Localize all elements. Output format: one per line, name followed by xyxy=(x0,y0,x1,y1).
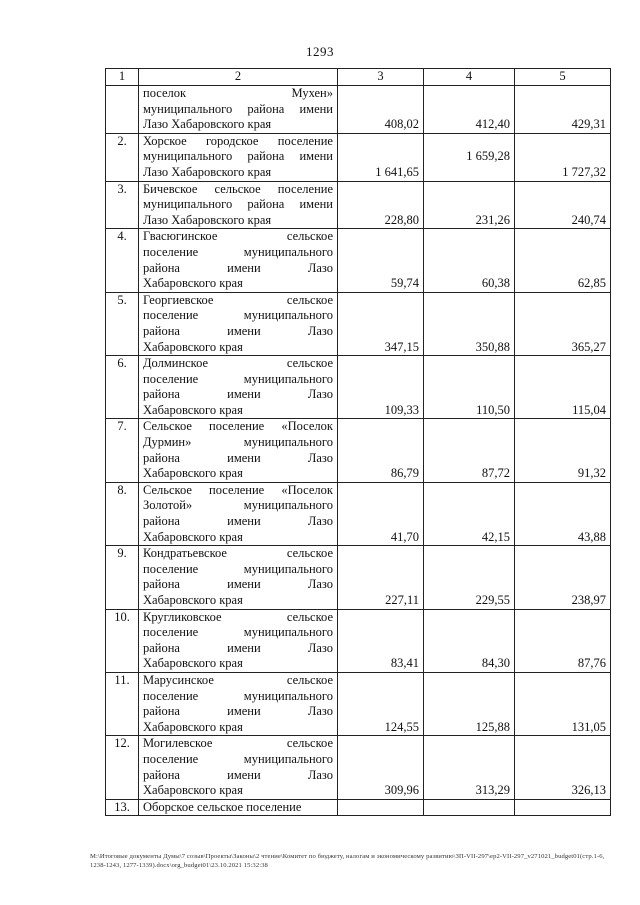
value-v3 xyxy=(338,356,424,419)
value-v3 xyxy=(338,133,424,181)
file-path-footer: M:\Итоговые документы Думы\7 созыв\Проекты\Законы\2 чтение\Комитет по бюджету, налогам и экономическому развитию\ЗП-VII-297\ер2-VII-297_v271021_budget01(стр.1-6, 1238-1243, 1277-1339).docx\org_budget01\23.10.2021 15:32:38 xyxy=(90,853,605,869)
value-line xyxy=(519,546,606,562)
value-line xyxy=(342,293,419,309)
value-line: 412,40 xyxy=(475,117,510,132)
row-number: 10. xyxy=(106,609,139,672)
value-line xyxy=(519,736,606,752)
settlement-name-line: Хабаровского края xyxy=(143,466,243,481)
value-line xyxy=(342,689,419,705)
value-v5 xyxy=(515,86,611,134)
value-line xyxy=(342,752,419,768)
settlement-name-line: Могилевское сельское xyxy=(143,736,333,751)
settlement-name-line: Лазо Хабаровского края xyxy=(143,212,272,227)
value-line: 326,13 xyxy=(571,783,606,798)
value-line xyxy=(428,641,510,657)
row-number xyxy=(106,86,139,134)
settlement-name-line: поселение муниципального xyxy=(143,688,333,703)
value-line xyxy=(428,86,510,102)
value-v5 xyxy=(515,133,611,181)
value-line xyxy=(342,451,419,467)
value-line: 59,74 xyxy=(390,276,419,291)
value-line xyxy=(519,625,606,641)
value-line xyxy=(519,149,606,165)
settlement-name-line: района имени Лазо xyxy=(143,260,333,275)
value-line: 109,33 xyxy=(384,402,419,417)
value-line xyxy=(519,387,606,403)
value-line: 228,80 xyxy=(384,212,419,227)
value-v5 xyxy=(515,799,611,816)
settlement-name-line: Сельское поселение «Поселок xyxy=(143,419,333,434)
value-v4 xyxy=(424,181,515,229)
value-line xyxy=(342,704,419,720)
value-line xyxy=(342,736,419,752)
settlement-name-line: поселение муниципального xyxy=(143,751,333,766)
value-v3 xyxy=(338,86,424,134)
value-line xyxy=(342,182,419,198)
value-line xyxy=(519,689,606,705)
value-line xyxy=(342,483,419,499)
value-line xyxy=(342,625,419,641)
settlement-name-line: муниципального района имени xyxy=(143,197,333,212)
value-line xyxy=(519,577,606,593)
value-v4 xyxy=(424,482,515,545)
settlement-name-line: района имени Лазо xyxy=(143,577,333,592)
settlement-name xyxy=(139,546,338,609)
settlement-name xyxy=(139,609,338,672)
value-line: 313,29 xyxy=(475,783,510,798)
value-line xyxy=(342,324,419,340)
value-line xyxy=(519,498,606,514)
row-number: 2. xyxy=(106,133,139,181)
settlement-name-line: поселение муниципального xyxy=(143,244,333,259)
header-col-4: 4 xyxy=(424,69,515,86)
settlement-name xyxy=(139,292,338,355)
settlement-name-line: Лазо Хабаровского края xyxy=(143,164,272,179)
value-line: 227,11 xyxy=(385,593,419,607)
settlement-name-line: Хабаровского края xyxy=(143,529,243,544)
value-v5 xyxy=(515,292,611,355)
value-line xyxy=(519,197,606,213)
value-v4 xyxy=(424,356,515,419)
value-line xyxy=(519,356,606,372)
settlement-name xyxy=(139,419,338,482)
settlement-name-line: района имени Лазо xyxy=(143,323,333,338)
settlement-name xyxy=(139,736,338,799)
value-line: 41,70 xyxy=(390,529,419,544)
value-line xyxy=(342,514,419,530)
value-v3 xyxy=(338,482,424,545)
value-line xyxy=(428,625,510,641)
value-v4 xyxy=(424,609,515,672)
settlement-name xyxy=(139,356,338,419)
value-v4 xyxy=(424,736,515,799)
value-line xyxy=(428,387,510,403)
row-number: 6. xyxy=(106,356,139,419)
value-v4 xyxy=(424,292,515,355)
value-line xyxy=(428,229,510,245)
header-col-3: 3 xyxy=(338,69,424,86)
value-line xyxy=(342,372,419,388)
value-line xyxy=(428,689,510,705)
table-row xyxy=(106,181,611,229)
header-col-1: 1 xyxy=(106,69,139,86)
settlement-name xyxy=(139,86,338,134)
value-line xyxy=(342,102,419,118)
settlement-name xyxy=(139,799,338,816)
table-row xyxy=(106,229,611,292)
value-line xyxy=(519,673,606,689)
value-v3 xyxy=(338,229,424,292)
value-line xyxy=(428,451,510,467)
value-v3 xyxy=(338,292,424,355)
value-line xyxy=(428,546,510,562)
value-v4 xyxy=(424,133,515,181)
budget-table-body xyxy=(106,69,611,816)
settlement-name-line: Георгиевское сельское xyxy=(143,292,333,307)
value-v3 xyxy=(338,419,424,482)
settlement-name xyxy=(139,672,338,735)
table-row xyxy=(106,482,611,545)
value-v3 xyxy=(338,736,424,799)
value-line: 42,15 xyxy=(481,529,510,544)
value-line xyxy=(428,324,510,340)
settlement-name-line: Хорское городское поселение xyxy=(143,133,333,148)
value-line xyxy=(342,562,419,578)
value-line: 91,32 xyxy=(577,466,606,481)
value-line xyxy=(342,673,419,689)
value-v3 xyxy=(338,546,424,609)
settlement-name-line: Хабаровского края xyxy=(143,719,243,734)
value-line xyxy=(342,419,419,435)
value-line xyxy=(342,435,419,451)
table-row xyxy=(106,133,611,181)
value-line xyxy=(428,610,510,626)
settlement-name xyxy=(139,482,338,545)
settlement-name-line: Долминское сельское xyxy=(143,356,333,371)
value-v4 xyxy=(424,672,515,735)
settlement-name-line: района имени Лазо xyxy=(143,514,333,529)
value-line xyxy=(428,752,510,768)
row-number: 3. xyxy=(106,181,139,229)
value-line: 309,96 xyxy=(384,783,419,798)
row-number: 5. xyxy=(106,292,139,355)
value-v5 xyxy=(515,482,611,545)
value-line xyxy=(342,149,419,165)
value-line: 86,79 xyxy=(390,466,419,481)
value-line xyxy=(342,245,419,261)
value-line xyxy=(342,229,419,245)
value-line xyxy=(428,197,510,213)
table-row xyxy=(106,609,611,672)
settlement-name-line: поселок Мухен» xyxy=(143,86,333,100)
value-line xyxy=(519,514,606,530)
value-line xyxy=(519,435,606,451)
value-v5 xyxy=(515,672,611,735)
value-line xyxy=(428,134,510,150)
value-line: 87,76 xyxy=(577,656,606,671)
value-line xyxy=(428,562,510,578)
settlement-name-line: Кругликовское сельское xyxy=(143,609,333,624)
value-v5 xyxy=(515,419,611,482)
value-v5 xyxy=(515,229,611,292)
value-v5 xyxy=(515,736,611,799)
value-line xyxy=(428,419,510,435)
value-line xyxy=(519,324,606,340)
budget-table xyxy=(105,68,611,816)
value-v5 xyxy=(515,356,611,419)
settlement-name-line: Золотой» муниципального xyxy=(143,498,333,513)
value-line xyxy=(428,736,510,752)
page-number: 1293 xyxy=(306,44,334,59)
value-line: 1 641,65 xyxy=(375,164,419,179)
value-line xyxy=(519,419,606,435)
value-line xyxy=(428,498,510,514)
settlement-name-line: поселение муниципального xyxy=(143,371,333,386)
value-line xyxy=(519,229,606,245)
value-line: 1 727,32 xyxy=(562,164,606,179)
settlement-name-line: Кондратьевское сельское xyxy=(143,546,333,561)
value-v3 xyxy=(338,799,424,816)
value-line: 43,88 xyxy=(577,529,606,544)
value-line: 238,97 xyxy=(571,593,606,607)
value-line xyxy=(428,514,510,530)
table-row xyxy=(106,356,611,419)
value-line: 131,05 xyxy=(571,719,606,734)
settlement-name-line: Хабаровского края xyxy=(143,339,243,354)
settlement-name-line: района имени Лазо xyxy=(143,387,333,402)
value-line xyxy=(428,182,510,198)
settlement-name-line: поселение муниципального xyxy=(143,625,333,640)
value-line xyxy=(428,261,510,277)
value-line xyxy=(519,182,606,198)
value-line xyxy=(519,704,606,720)
settlement-name-line: района имени Лазо xyxy=(143,704,333,719)
settlement-name-line: Лазо Хабаровского края xyxy=(143,117,272,132)
value-line: 87,72 xyxy=(481,466,510,481)
value-line xyxy=(519,102,606,118)
value-line: 429,31 xyxy=(571,117,606,132)
value-line: 365,27 xyxy=(571,339,606,354)
value-line xyxy=(342,387,419,403)
value-line: 62,85 xyxy=(577,276,606,291)
value-line: 125,88 xyxy=(475,719,510,734)
value-line xyxy=(428,768,510,784)
row-number: 4. xyxy=(106,229,139,292)
value-line xyxy=(342,197,419,213)
value-line xyxy=(519,562,606,578)
row-number: 13. xyxy=(106,799,139,816)
value-v4 xyxy=(424,229,515,292)
value-line xyxy=(519,641,606,657)
value-line xyxy=(342,800,419,816)
value-line xyxy=(519,451,606,467)
value-line xyxy=(342,577,419,593)
value-line: 229,55 xyxy=(475,593,510,607)
settlement-name-line: муниципального района имени xyxy=(143,101,333,116)
value-line xyxy=(428,293,510,309)
value-line: 84,30 xyxy=(481,656,510,671)
value-line xyxy=(428,800,510,816)
value-line xyxy=(428,673,510,689)
table-row xyxy=(106,672,611,735)
value-line xyxy=(342,308,419,324)
value-v4 xyxy=(424,419,515,482)
value-line: 124,55 xyxy=(384,719,419,734)
value-line xyxy=(342,546,419,562)
value-line: 60,38 xyxy=(481,276,510,291)
value-line xyxy=(428,102,510,118)
value-line: 347,15 xyxy=(384,339,419,354)
row-number: 9. xyxy=(106,546,139,609)
value-line xyxy=(342,610,419,626)
value-line xyxy=(428,704,510,720)
table-row xyxy=(106,419,611,482)
table-row xyxy=(106,736,611,799)
value-line xyxy=(342,768,419,784)
settlement-name-line: муниципального района имени xyxy=(143,149,333,164)
table-row xyxy=(106,292,611,355)
value-line xyxy=(519,610,606,626)
value-line: 83,41 xyxy=(390,656,419,671)
row-number: 7. xyxy=(106,419,139,482)
settlement-name-line: Бичевское сельское поселение xyxy=(143,181,333,196)
value-v3 xyxy=(338,181,424,229)
value-line: 231,26 xyxy=(475,212,510,227)
value-line xyxy=(519,86,606,102)
value-line: 350,88 xyxy=(475,339,510,354)
value-line xyxy=(519,752,606,768)
value-line xyxy=(428,483,510,499)
value-line: 115,04 xyxy=(572,402,606,417)
value-v3 xyxy=(338,672,424,735)
settlement-name xyxy=(139,229,338,292)
value-line xyxy=(428,165,510,181)
value-line xyxy=(342,356,419,372)
settlement-name xyxy=(139,133,338,181)
row-number: 8. xyxy=(106,482,139,545)
value-line xyxy=(428,356,510,372)
header-col-5: 5 xyxy=(515,69,611,86)
value-line xyxy=(342,641,419,657)
value-line xyxy=(519,372,606,388)
settlement-name-line: Гвасюгинское сельское xyxy=(143,229,333,244)
value-v3 xyxy=(338,609,424,672)
value-v5 xyxy=(515,546,611,609)
value-line xyxy=(342,261,419,277)
row-number: 12. xyxy=(106,736,139,799)
value-v4 xyxy=(424,546,515,609)
table-row xyxy=(106,546,611,609)
settlement-name-line: поселение муниципального xyxy=(143,561,333,576)
settlement-name-line: Дурмин» муниципального xyxy=(143,435,333,450)
settlement-name-line: Хабаровского края xyxy=(143,402,243,417)
table-row xyxy=(106,86,611,134)
value-line xyxy=(428,372,510,388)
value-v4 xyxy=(424,86,515,134)
table-row xyxy=(106,799,611,816)
value-v5 xyxy=(515,609,611,672)
value-line: 408,02 xyxy=(384,117,419,132)
value-line: 1 659,28 xyxy=(466,149,510,164)
value-line xyxy=(342,134,419,150)
value-line xyxy=(342,498,419,514)
value-line xyxy=(428,435,510,451)
table-header-row xyxy=(106,69,611,86)
value-line xyxy=(519,293,606,309)
value-line xyxy=(519,483,606,499)
value-line xyxy=(428,577,510,593)
settlement-name-line: Марусинское сельское xyxy=(143,672,333,687)
settlement-name-line: Сельское поселение «Поселок xyxy=(143,482,333,497)
settlement-name-line: района имени Лазо xyxy=(143,450,333,465)
value-line xyxy=(519,245,606,261)
value-line xyxy=(342,86,419,102)
settlement-name-line: Хабаровского края xyxy=(143,656,243,671)
value-line xyxy=(428,308,510,324)
value-line: 110,50 xyxy=(476,402,510,417)
settlement-name-line: Хабаровского края xyxy=(143,593,243,607)
settlement-name-line: Оборское сельское поселение xyxy=(143,799,302,814)
value-line xyxy=(428,245,510,261)
value-line xyxy=(519,134,606,150)
value-line xyxy=(519,308,606,324)
value-line xyxy=(519,261,606,277)
value-line xyxy=(519,768,606,784)
value-v5 xyxy=(515,181,611,229)
settlement-name-line: поселение муниципального xyxy=(143,308,333,323)
row-number: 11. xyxy=(106,672,139,735)
value-line xyxy=(519,800,606,816)
header-col-2: 2 xyxy=(139,69,338,86)
value-line: 240,74 xyxy=(571,212,606,227)
settlement-name-line: Хабаровского края xyxy=(143,276,243,291)
settlement-name-line: района имени Лазо xyxy=(143,640,333,655)
settlement-name-line: Хабаровского края xyxy=(143,783,243,798)
settlement-name-line: района имени Лазо xyxy=(143,767,333,782)
value-v4 xyxy=(424,799,515,816)
settlement-name xyxy=(139,181,338,229)
